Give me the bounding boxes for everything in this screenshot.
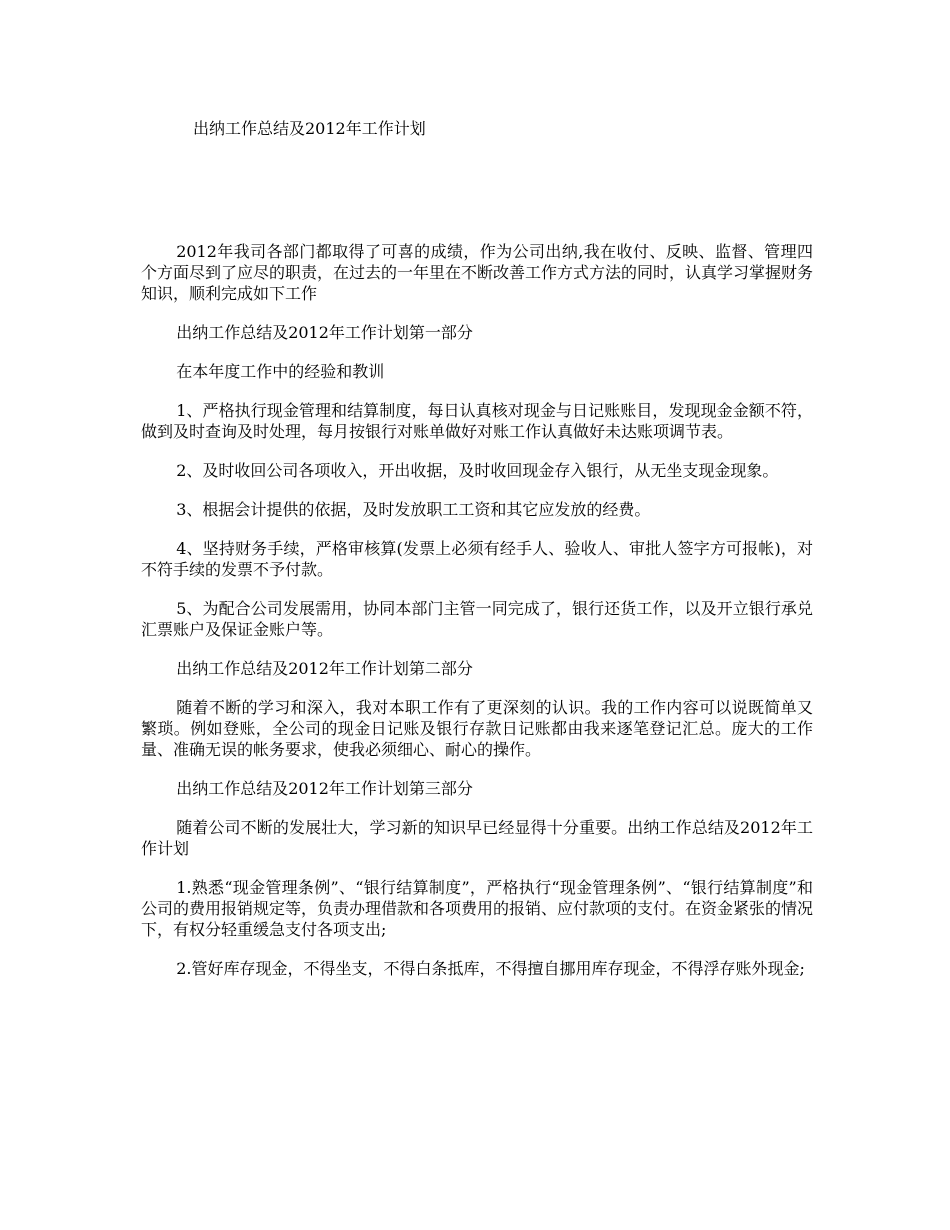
plan-item-2: 2.管好库存现金，不得坐支，不得白条抵库，不得擅自挪用库存现金，不得浮存账外现金; <box>176 959 805 978</box>
list-item-2: 2、及时收回公司各项收入，开出收据，及时收回现金存入银行，从无坐支现金现象。 <box>176 461 779 480</box>
list-item-5: 5、为配合公司发展需用，协同本部门主管一同完成了，银行还货工作，以及开立银行承兑汇票账户及保证金账户等。 <box>141 599 813 639</box>
section-heading-part-1: 出纳工作总结及2012年工作计划第一部分 <box>176 323 473 342</box>
section-heading-part-2: 出纳工作总结及2012年工作计划第二部分 <box>176 659 473 678</box>
intro-paragraph: 2012年我司各部门都取得了可喜的成绩，作为公司出纳,我在收付、反映、监督、管理四个方面尽到了应尽的职责，在过去的一年里在不断改善工作方式方法的同时，认真学习掌握财务知识，顺利完成如下工作 <box>141 242 814 303</box>
document-title: 出纳工作总结及2012年工作计划 <box>193 119 426 138</box>
list-item-1: 1、严格执行现金管理和结算制度，每日认真核对现金与日记账账目，发现现金金额不符，做到及时查询及时处理，每月按银行对账单做好对账工作认真做好未达账项调节表。 <box>141 401 813 441</box>
part-2-paragraph: 随着不断的学习和深入，我对本职工作有了更深刻的认识。我的工作内容可以说既简单又繁琐。例如登账，全公司的现金日记账及银行存款日记账都由我来逐笔登记汇总。庞大的工作量、准确无误的帐务要求，使我必须细心、耐心的操作。 <box>141 698 813 759</box>
plan-item-1: 1.熟悉“现金管理条例”、“银行结算制度”，严格执行“现金管理条例”、“银行结算制度”和公司的费用报销规定等，负责办理借款和各项费用的报销、应付款项的支付。在资金紧张的情况下，有权分轻重缓急支付各项支出; <box>141 878 814 939</box>
subheading-experience: 在本年度工作中的经验和教训 <box>176 362 385 381</box>
list-item-4: 4、坚持财务手续，严格审核算(发票上必须有经手人、验收人、审批人签字方可报帐)，对不符手续的发票不予付款。 <box>141 539 813 579</box>
section-heading-part-3: 出纳工作总结及2012年工作计划第三部分 <box>176 779 473 798</box>
document-body <box>141 241 813 997</box>
part-3-intro-paragraph: 随着公司不断的发展壮大，学习新的知识早已经显得十分重要。出纳工作总结及2012年工作计划 <box>141 818 813 858</box>
list-item-3: 3、根据会计提供的依据，及时发放职工工资和其它应发放的经费。 <box>176 500 651 519</box>
